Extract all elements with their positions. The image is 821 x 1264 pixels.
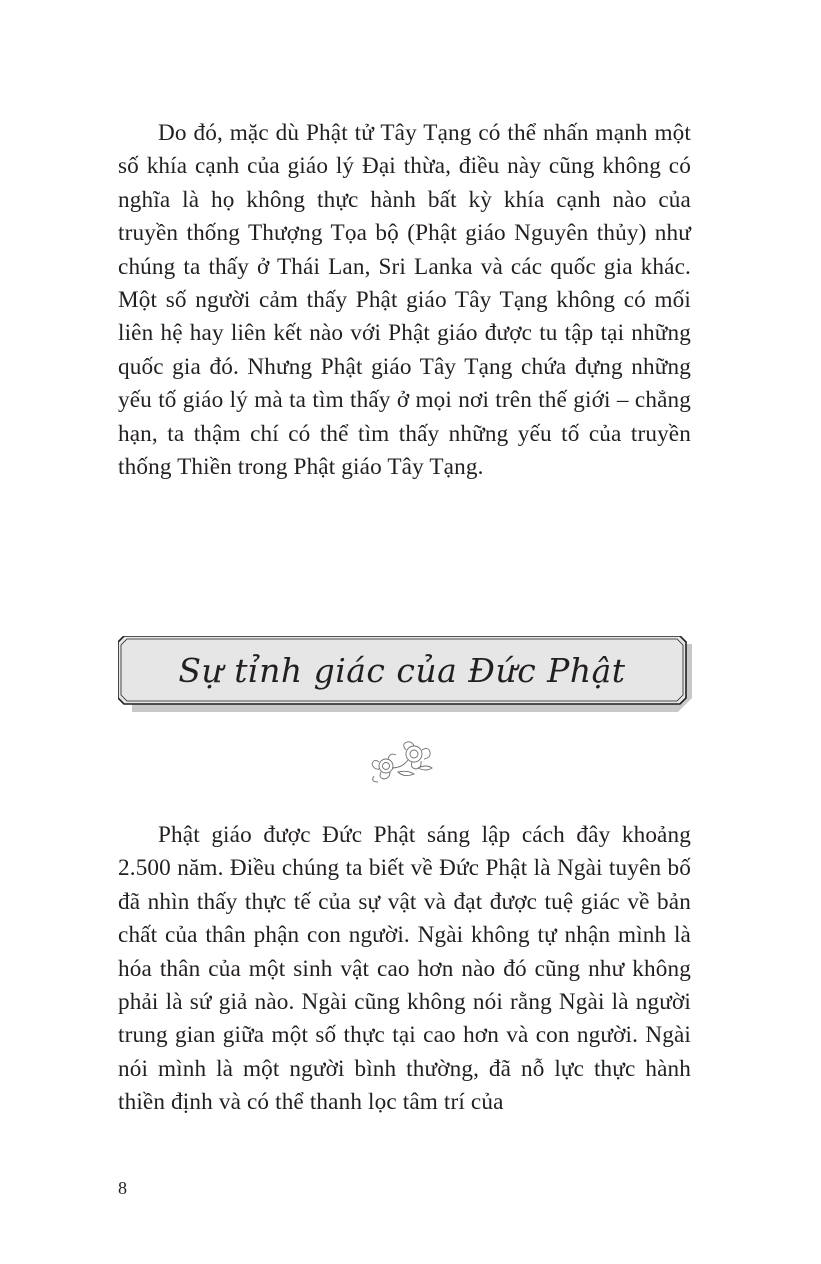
section-heading: Sự tỉnh giác của Đức Phật (178, 650, 626, 690)
body-paragraph-2: Phật giáo được Đức Phật sáng lập cách đây khoảng 2.500 năm. Điều chúng ta biết về Đức Phật là Ngài tuyên bố đã nhìn thấy thực tế của sự vật và đạt được tuệ giác về bản chất của thân phận con người. Ngài không tự nhận mình là hóa thân của một sinh vật cao hơn nào đó cũng như không phải là sứ giả nào. Ngài cũng không nói rằng Ngài là người trung gian giữa một số thực tại cao hơn và con người. Ngài nói mình là một người bình thường, đã nỗ lực thực hành thiền định và có thể thanh lọc tâm trí của (118, 822, 691, 1116)
page-number: 8 (118, 1178, 127, 1198)
section-heading-box (118, 636, 686, 704)
flower-ornament-icon (368, 738, 436, 784)
body-paragraph-1: Do đó, mặc dù Phật tử Tây Tạng có thể nhấn mạnh một số khía cạnh của giáo lý Đại thừa, điều này cũng không có nghĩa là họ không thực hành bất kỳ khía cạnh nào của truyền thống Thượng Tọa bộ (Phật giáo Nguyên thủy) như chúng ta thấy ở Thái Lan, Sri Lanka và các quốc gia khác. Một số người cảm thấy Phật giáo Tây Tạng không có mối liên hệ hay liên kết nào với Phật giáo được tu tập tại những quốc gia đó. Nhưng Phật giáo Tây Tạng chứa đựng những yếu tố giáo lý mà ta tìm thấy ở mọi nơi trên thế giới – chẳng hạn, ta thậm chí có thể tìm thấy những yếu tố của truyền thống Thiền trong Phật giáo Tây Tạng. (118, 120, 691, 481)
